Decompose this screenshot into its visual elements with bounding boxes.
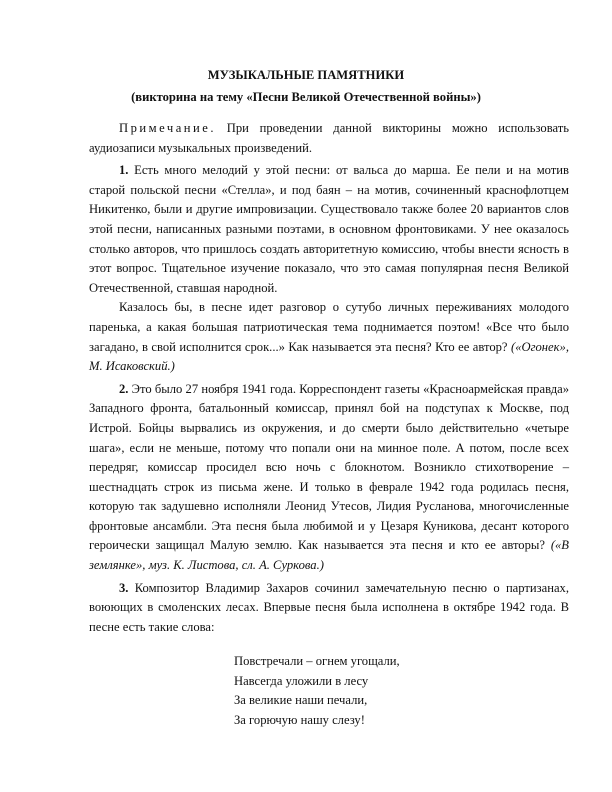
document-title: МУЗЫКАЛЬНЫЕ ПАМЯТНИКИ [207, 68, 405, 82]
verse-line: Навсегда уложили в лесу [234, 673, 369, 688]
question-2-paragraph [89, 380, 569, 576]
question-2-number: 2. [119, 381, 129, 396]
verse-line: За великие наши печали, [234, 693, 368, 708]
question-1-text: Есть много мелодий у этой песни: от вальса до марша. Ее пели и на мотив старой польской песни «Стелла», и под баян – на мотив, сочиненный краснофлотцем Никитенко, были и другие импровизации. Существовало также более 20 вариантов слов этой песни, написанных разными поэтами, в основном фронтовиками. У нее оказалось столько авторов, что пришлось создать авторитетную комиссию, чтобы внести ясность в этот вопрос. Тщательное изучение показало, что это самая популярная песня Великой Отечественной, ставшая народной. [89, 163, 569, 295]
note-paragraph [89, 119, 569, 158]
document-body [89, 119, 569, 637]
question-3-text: Композитор Владимир Захаров сочинил замечательную песню о партизанах, воюющих в смоленских лесах. Впервые песня была исполнена в октябре 1942 года. В песне есть такие слова: [89, 580, 569, 634]
question-2-text: Это было 27 ноября 1941 года. Корреспондент газеты «Красноармейская правда» Западного фронта, батальонный комиссар, принял бой на подступах к Москве, под Истрой. Бойцы вырвались из окружения, и до смерти было действительно «четыре шага», если не меньше, потому что попали они на минное поле. А потом, после всех передряг, комиссар просидел всю ночь с блокнотом. Возникло стихотворение – шестнадцать строк из письма жене. И только в феврале 1942 года родилась песня, которую так задушевно исполняли Леонид Утесов, Лидия Русланова, многочисленные фронтовые ансамбли. Эта песня была любимой и у Цезаря Куникова, десант которого героически защищал Малую землю. Как называется эта песня и кто ее авторы? [89, 381, 569, 553]
note-text: При проведении данной викторины можно использовать аудиозаписи музыкальных произведений. [89, 121, 569, 155]
question-3-paragraph [89, 579, 569, 638]
song-verse [234, 652, 400, 730]
question-2-answer: («В землянке», муз. К. Листова, сл. А. Суркова.) [89, 538, 569, 573]
question-3-number: 3. [119, 580, 129, 595]
question-1-text-2: Казалось бы, в песне идет разговор о сутубо личных переживаниях молодого паренька, а какая большая патриотическая тема поднимается поэтом! «Все что было загадано, в свой исполнится срок...» Как называется эта песня? Кто ее автор? [89, 300, 569, 354]
question-1-paragraph [89, 161, 569, 298]
document-subtitle: (викторина на тему «Песни Великой Отечественной войны») [131, 90, 481, 104]
note-label: Примечание. [119, 121, 217, 135]
verse-line: Повстречали – огнем угощали, [234, 654, 400, 668]
question-1-answer: («Огонек», М. Исаковский.) [89, 339, 569, 374]
question-1-continuation [89, 298, 569, 376]
verse-line: За горючую нашу слезу! [234, 712, 365, 727]
question-1-number: 1. [119, 163, 129, 178]
